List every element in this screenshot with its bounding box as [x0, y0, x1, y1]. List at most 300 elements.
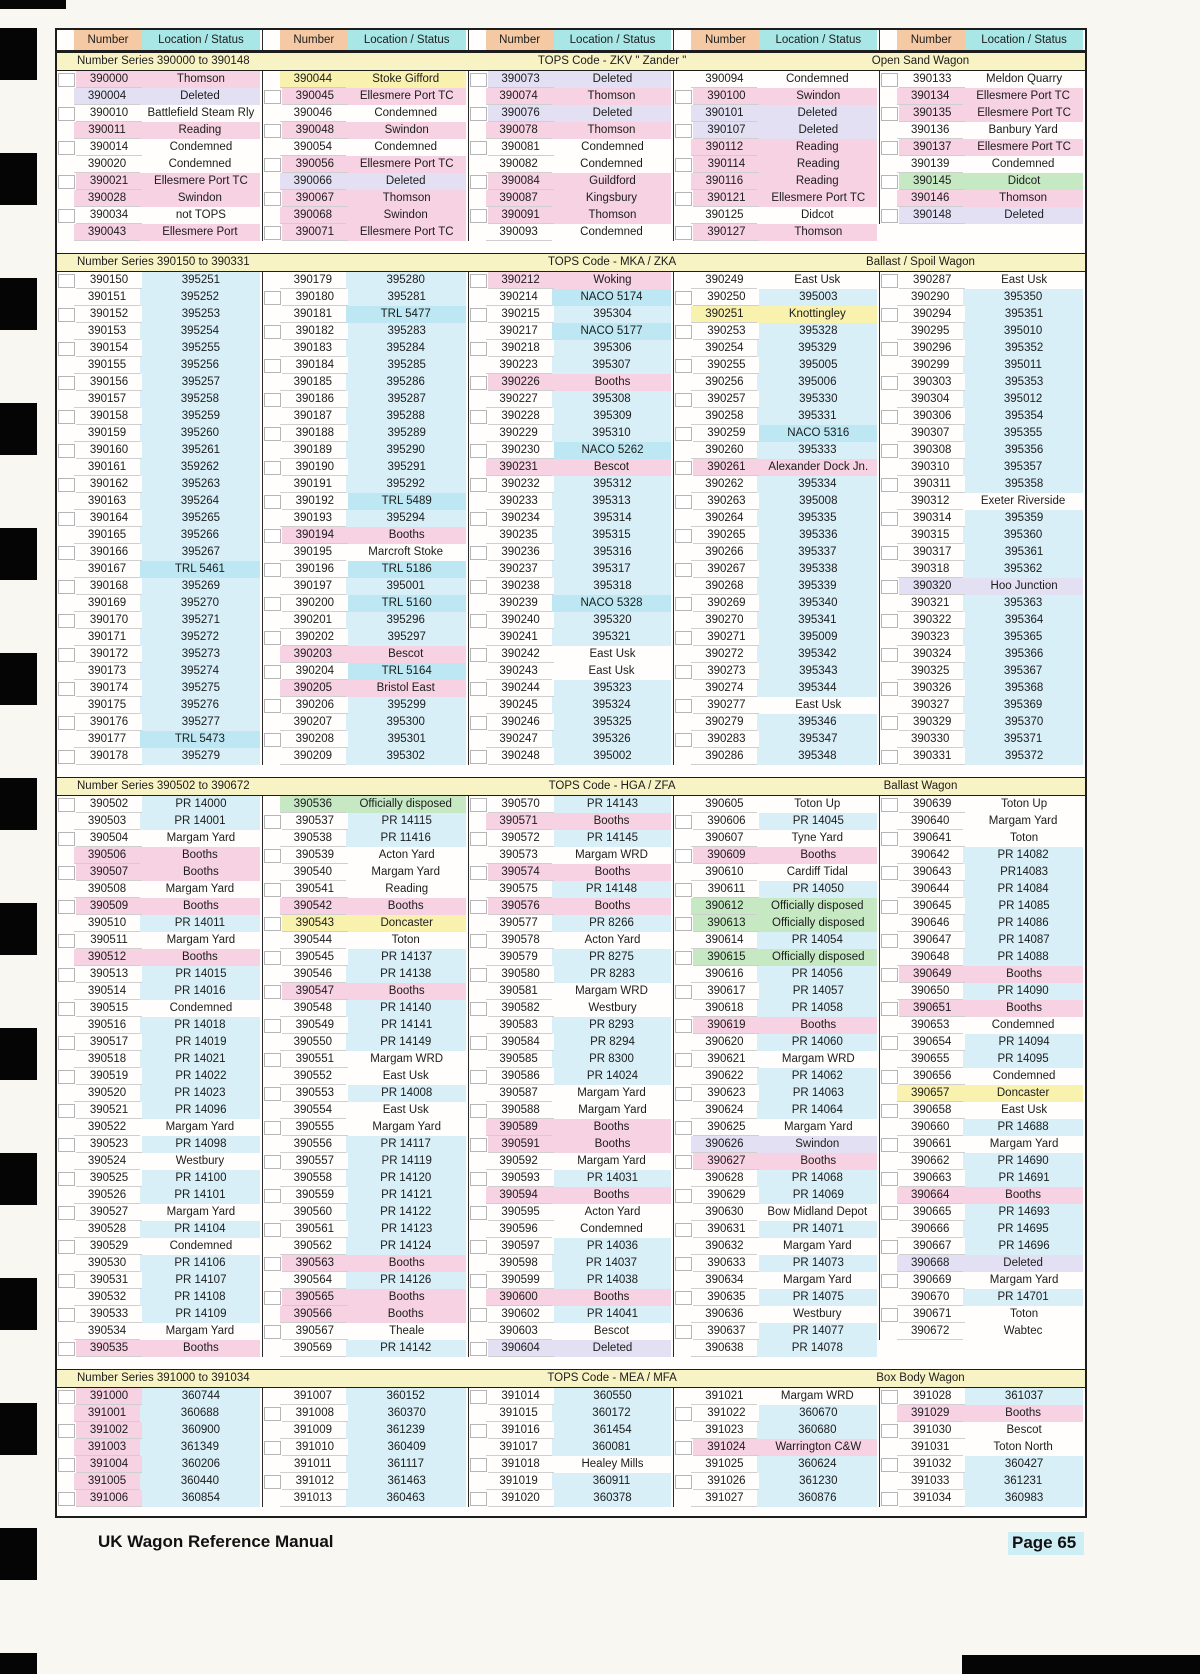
- number-series-label: Number Series 390150 to 390331: [77, 256, 250, 268]
- wagon-number-cell: 390663: [899, 1170, 965, 1187]
- table-row: [880, 1238, 1085, 1255]
- location-status-cell: PR 14701: [963, 1289, 1083, 1306]
- wagon-number-cell: 390625: [693, 1119, 759, 1136]
- checkbox-cell: [264, 513, 279, 525]
- wagon-number-cell: 390612: [691, 898, 757, 915]
- checkbox-cell: [881, 666, 896, 678]
- wagon-number-cell: 390066: [280, 173, 346, 190]
- location-status-cell: Deleted: [757, 105, 877, 122]
- checkbox-cell: [470, 648, 487, 662]
- location-status-cell: 395006: [757, 374, 877, 391]
- checkbox-cell: [675, 1241, 690, 1253]
- checkbox-cell: [881, 159, 896, 171]
- table-row: [57, 680, 262, 697]
- wagon-number-cell: 390518: [74, 1051, 140, 1068]
- wagon-number-cell: 390159: [74, 425, 140, 442]
- table-row: [674, 1221, 879, 1238]
- table-row: [57, 88, 262, 105]
- wagon-number-cell: 391006: [76, 1490, 142, 1507]
- location-status-cell: Acton Yard: [584, 934, 641, 946]
- table-row: [263, 1153, 468, 1170]
- checkbox-cell: [675, 479, 690, 491]
- location-status-cell: Exeter Riverside: [980, 495, 1066, 507]
- location-status-cell: 395009: [759, 629, 877, 646]
- table-row: [674, 408, 879, 425]
- checkbox-cell: [881, 376, 898, 390]
- wagon-number-cell: 390004: [74, 88, 140, 105]
- table-row: [469, 207, 674, 224]
- checkbox-cell: [58, 1020, 73, 1032]
- location-status-cell: 395309: [554, 408, 672, 425]
- table-row: [469, 1405, 674, 1422]
- checkbox-cell: [264, 393, 281, 407]
- location-status-cell: Condemned: [580, 226, 643, 238]
- table-row: [57, 949, 262, 966]
- checkbox-cell: [264, 631, 281, 645]
- table-row: [674, 289, 879, 306]
- wagon-number-cell: 390251: [691, 306, 757, 323]
- wagon-number-cell: 391007: [280, 1388, 346, 1405]
- location-status-cell: PR 14011: [140, 915, 260, 932]
- wagon-number-cell: 390242: [488, 646, 554, 663]
- wagon-number-cell: 390056: [282, 156, 348, 173]
- location-status-cell: Tyne Yard: [791, 832, 843, 844]
- table-row: [469, 1051, 674, 1068]
- wagon-number-cell: 390551: [282, 1051, 348, 1068]
- column-group: [57, 272, 262, 765]
- table-row: [674, 966, 879, 983]
- wagon-number-cell: 390592: [486, 1153, 552, 1170]
- table-row: [880, 1119, 1085, 1136]
- wagon-number-cell: 390179: [280, 272, 346, 289]
- table-row: [674, 680, 879, 697]
- location-status-cell: PR 14023: [140, 1085, 260, 1102]
- table-row: [469, 1490, 674, 1507]
- checkbox-cell: [675, 1325, 692, 1339]
- table-row: [57, 1017, 262, 1034]
- checkbox-cell: [675, 799, 690, 811]
- checkbox-cell: [264, 192, 281, 206]
- location-status-cell: Booths: [759, 1153, 877, 1170]
- table-row: [263, 190, 468, 207]
- wagon-number-cell: 390623: [693, 1085, 759, 1102]
- wagon-number-cell: 390577: [486, 915, 552, 932]
- table-row: [263, 357, 468, 374]
- location-status-cell: Bristol East: [346, 680, 466, 697]
- table-row: [263, 391, 468, 408]
- wagon-number-cell: 390208: [282, 731, 348, 748]
- wagon-number-cell: 390504: [76, 830, 142, 847]
- location-status-cell: 360378: [554, 1490, 672, 1507]
- wagon-number-cell: 390154: [76, 340, 142, 357]
- wagon-number-cell: 390648: [897, 949, 963, 966]
- location-status-cell: Booths: [346, 1306, 466, 1323]
- checkbox-cell: [58, 968, 75, 982]
- wagon-number-cell: 390255: [693, 357, 759, 374]
- table-row: [880, 983, 1085, 1000]
- table-row: [469, 813, 674, 830]
- checkbox-cell: [675, 867, 690, 879]
- wagon-number-cell: 390151: [74, 289, 140, 306]
- table-row: [880, 1255, 1085, 1272]
- location-status-cell: 395341: [757, 612, 877, 629]
- table-row: [263, 476, 468, 493]
- wagon-number-cell: 390595: [488, 1204, 554, 1221]
- comb-binding: [0, 28, 37, 1674]
- location-status-cell: Booths: [963, 1405, 1083, 1422]
- column-group: [673, 71, 879, 241]
- location-status-cell: Battlefield Steam Rly: [147, 107, 255, 119]
- wagon-number-cell: 390603: [486, 1323, 552, 1340]
- location-status-cell: 360876: [757, 1490, 877, 1507]
- checkbox-cell: [675, 74, 690, 86]
- location-status-cell: NACO 5316: [759, 425, 877, 442]
- table-row: [263, 272, 468, 289]
- location-status-cell: PR 14022: [142, 1068, 260, 1085]
- checkbox-cell: [881, 884, 896, 896]
- table-row: [57, 731, 262, 748]
- location-status-cell: Toton Up: [794, 798, 841, 810]
- table-row: [880, 949, 1085, 966]
- location-status-cell: Healey Mills: [581, 1458, 644, 1470]
- table-row: [469, 1323, 674, 1340]
- wagon-number-cell: 390626: [691, 1136, 757, 1153]
- location-status-cell: Reading: [759, 156, 877, 173]
- location-status-cell: TRL 5160: [348, 595, 466, 612]
- location-status-cell: Booths: [554, 1136, 672, 1153]
- table-row: [263, 306, 468, 323]
- wagon-number-cell: 390618: [691, 1000, 757, 1017]
- location-status-cell: PR 14695: [963, 1221, 1083, 1238]
- location-status-cell: Ellesmere Port: [140, 224, 260, 241]
- location-status-cell: 395329: [757, 340, 877, 357]
- wagon-number-cell: 390267: [693, 561, 759, 578]
- wagon-number-cell: 390094: [691, 71, 757, 88]
- checkbox-cell: [264, 1121, 281, 1135]
- wagon-number-cell: 390100: [693, 88, 759, 105]
- location-status-cell: 395352: [965, 340, 1083, 357]
- location-status-cell: PR 8300: [552, 1051, 672, 1068]
- wagon-type-label: Open Sand Wagon: [871, 55, 970, 67]
- location-status-cell: Booths: [142, 898, 260, 915]
- location-status-cell: Doncaster: [963, 1085, 1083, 1102]
- table-row: [263, 71, 468, 88]
- location-status-cell: 395369: [963, 697, 1083, 714]
- location-status-cell: 395308: [552, 391, 672, 408]
- checkbox-cell: [881, 274, 898, 288]
- table-row: [880, 88, 1085, 105]
- table-row: [880, 1017, 1085, 1034]
- table-row: [263, 1272, 468, 1289]
- table-row: [880, 272, 1085, 289]
- header-spacer: [880, 30, 897, 50]
- checkbox-cell: [470, 394, 485, 406]
- table-row: [880, 1153, 1085, 1170]
- table-row: [880, 646, 1085, 663]
- location-status-cell: Margam Yard: [782, 1274, 852, 1286]
- wagon-number-cell: 390125: [691, 207, 757, 224]
- table-row: [469, 898, 674, 915]
- wagon-number-cell: 390258: [691, 408, 757, 425]
- location-status-cell: 395372: [965, 748, 1083, 765]
- wagon-number-cell: 390233: [486, 493, 552, 510]
- checkbox-cell: [264, 411, 279, 423]
- table-row: [469, 881, 674, 898]
- checkbox-cell: [264, 597, 281, 611]
- checkbox-cell: [264, 1173, 279, 1185]
- location-status-cell: Reading: [757, 173, 877, 190]
- table-row: [880, 156, 1085, 173]
- table-header-row: [57, 30, 1085, 52]
- table-row: [263, 1490, 468, 1507]
- checkbox-cell: [264, 210, 279, 222]
- wagon-number-cell: 390163: [74, 493, 140, 510]
- checkbox-cell: [675, 1105, 690, 1117]
- table-row: [880, 1439, 1085, 1456]
- table-row: [263, 966, 468, 983]
- location-status-cell: PR 14050: [759, 881, 877, 898]
- wagon-number-cell: 390571: [486, 813, 552, 830]
- location-status-cell: 395012: [963, 391, 1083, 408]
- checkbox-cell: [264, 1407, 281, 1421]
- section-band: [57, 253, 1085, 272]
- table-row: [469, 408, 674, 425]
- checkbox-cell: [470, 614, 487, 628]
- table-row: [880, 105, 1085, 122]
- checkbox-cell: [58, 952, 73, 964]
- checkbox-cell: [58, 580, 75, 594]
- checkbox-cell: [58, 866, 75, 880]
- location-status-cell: 361349: [140, 1439, 260, 1456]
- location-status-cell: PR 14106: [140, 1255, 260, 1272]
- table-row: [57, 1187, 262, 1204]
- location-status-cell: PR 14104: [140, 1221, 260, 1238]
- checkbox-cell: [264, 343, 279, 355]
- location-status-cell: 360983: [965, 1490, 1083, 1507]
- checkbox-cell: [881, 1308, 898, 1322]
- checkbox-cell: [881, 1156, 896, 1168]
- table-row: [674, 1422, 879, 1439]
- location-status-cell: 395281: [348, 289, 466, 306]
- checkbox-cell: [58, 798, 75, 812]
- table-row: [469, 864, 674, 881]
- column-group: [468, 71, 674, 241]
- table-row: [469, 527, 674, 544]
- tops-code-label: TOPS Code - MKA / ZKA: [547, 256, 677, 268]
- wagon-number-cell: 390593: [488, 1170, 554, 1187]
- location-status-cell: 395265: [142, 510, 260, 527]
- location-status-cell: 395287: [348, 391, 466, 408]
- wagon-number-cell: 390260: [691, 442, 757, 459]
- table-row: [469, 340, 674, 357]
- table-row: [880, 510, 1085, 527]
- table-row: [880, 813, 1085, 830]
- table-row: [880, 190, 1085, 207]
- checkbox-cell: [470, 1240, 487, 1254]
- table-row: [57, 663, 262, 680]
- location-status-cell: NACO 5174: [552, 289, 672, 306]
- checkbox-cell: [58, 1326, 73, 1338]
- table-row: [880, 459, 1085, 476]
- wagon-number-cell: 391027: [691, 1490, 757, 1507]
- checkbox-cell: [264, 901, 279, 913]
- table-row: [469, 173, 674, 190]
- location-status-column-header: Location / Status: [142, 30, 260, 50]
- location-status-cell: 395277: [142, 714, 260, 731]
- checkbox-cell: [58, 682, 75, 696]
- table-row: [674, 374, 879, 391]
- location-status-cell: PR 14018: [140, 1017, 260, 1034]
- location-status-cell: 395356: [965, 442, 1083, 459]
- table-row: [880, 527, 1085, 544]
- wagon-number-cell: 390522: [74, 1119, 140, 1136]
- wagon-number-cell: 390631: [693, 1221, 759, 1238]
- location-status-cell: Margam Yard: [988, 815, 1058, 827]
- checkbox-cell: [675, 1309, 690, 1321]
- wagon-number-cell: 390067: [282, 190, 348, 207]
- wagon-number-cell: 390563: [282, 1255, 348, 1272]
- table-row: [57, 1221, 262, 1238]
- checkbox-cell: [58, 175, 75, 189]
- wagon-number-cell: 390635: [693, 1289, 759, 1306]
- wagon-number-cell: 390662: [897, 1153, 963, 1170]
- location-status-cell: 395358: [965, 476, 1083, 493]
- table-row: [674, 323, 879, 340]
- wagon-number-cell: 390212: [488, 272, 554, 289]
- checkbox-cell: [470, 1326, 485, 1338]
- checkbox-cell: [881, 512, 898, 526]
- location-status-cell: East Usk: [382, 1070, 429, 1082]
- table-row: [469, 1289, 674, 1306]
- table-row: [469, 1456, 674, 1473]
- wagon-number-cell: 390044: [280, 71, 346, 88]
- table-row: [674, 915, 879, 932]
- wagon-number-cell: 390074: [486, 88, 552, 105]
- table-row: [469, 983, 674, 1000]
- table-row: [674, 1456, 879, 1473]
- checkbox-cell: [881, 580, 898, 594]
- location-status-cell: Wabtec: [1003, 1325, 1043, 1337]
- header-spacer: [674, 30, 691, 50]
- wagon-number-cell: 391012: [282, 1473, 348, 1490]
- checkbox-cell: [470, 816, 485, 828]
- table-row: [880, 830, 1085, 847]
- table-row: [880, 391, 1085, 408]
- checkbox-cell: [470, 175, 487, 189]
- location-status-cell: PR 14037: [552, 1255, 672, 1272]
- checkbox-cell: [264, 1493, 279, 1505]
- wagon-number-cell: 390584: [488, 1034, 554, 1051]
- checkbox-cell: [881, 1104, 898, 1118]
- table-row: [57, 1051, 262, 1068]
- table-row: [57, 915, 262, 932]
- table-row: [880, 1000, 1085, 1017]
- table-row: [469, 1119, 674, 1136]
- location-status-cell: Guildford: [554, 173, 672, 190]
- wagon-number-cell: 390544: [280, 932, 346, 949]
- location-status-cell: 395347: [759, 731, 877, 748]
- checkbox-cell: [58, 1104, 75, 1118]
- checkbox-cell: [881, 91, 896, 103]
- wagon-number-cell: 390646: [897, 915, 963, 932]
- location-status-cell: Thomson: [552, 122, 672, 139]
- table-row: [57, 1119, 262, 1136]
- wagon-number-cell: 390034: [76, 207, 142, 224]
- table-row: [880, 796, 1085, 813]
- table-row: [880, 680, 1085, 697]
- location-status-cell: 395368: [965, 680, 1083, 697]
- table-row: [57, 1034, 262, 1051]
- column-group: [879, 71, 1085, 224]
- table-row: [263, 612, 468, 629]
- location-status-cell: 361454: [554, 1422, 672, 1439]
- wagon-number-cell: 390157: [74, 391, 140, 408]
- location-status-cell: 395337: [757, 544, 877, 561]
- checkbox-cell: [881, 986, 896, 998]
- location-status-cell: 395312: [554, 476, 672, 493]
- location-status-cell: PR 14149: [346, 1034, 466, 1051]
- location-status-cell: 360854: [142, 1490, 260, 1507]
- location-status-cell: PR 14045: [759, 813, 877, 830]
- table-row: [469, 595, 674, 612]
- table-row: [263, 864, 468, 881]
- table-row: [674, 139, 879, 156]
- checkbox-cell: [264, 1325, 281, 1339]
- location-status-cell: PR 14075: [759, 1289, 877, 1306]
- table-row: [57, 629, 262, 646]
- table-row: [57, 881, 262, 898]
- wagon-number-cell: 390507: [76, 864, 142, 881]
- wagon-number-cell: 390180: [282, 289, 348, 306]
- wagon-number-cell: 391014: [488, 1388, 554, 1405]
- location-status-cell: Acton Yard: [378, 849, 435, 861]
- location-status-cell: NACO 5177: [552, 323, 672, 340]
- location-status-cell: 395336: [759, 527, 877, 544]
- table-row: [880, 1422, 1085, 1439]
- table-row: [469, 391, 674, 408]
- checkbox-cell: [264, 849, 281, 863]
- column-group: [57, 796, 262, 1357]
- location-status-cell: 395288: [346, 408, 466, 425]
- table-row: [263, 156, 468, 173]
- wagon-number-cell: 390512: [74, 949, 140, 966]
- wagon-number-cell: 390529: [76, 1238, 142, 1255]
- checkbox-cell: [58, 666, 73, 678]
- wagon-type-label: Ballast Wagon: [883, 780, 958, 792]
- location-status-cell: Officially disposed: [346, 796, 466, 813]
- wagon-number-cell: 390283: [693, 731, 759, 748]
- wagon-number-cell: 390535: [76, 1340, 142, 1357]
- checkbox-cell: [675, 124, 692, 138]
- wagon-number-cell: 390178: [76, 748, 142, 765]
- wagon-number-cell: 390574: [488, 864, 554, 881]
- location-status-cell: PR 14122: [346, 1204, 466, 1221]
- location-status-cell: 360550: [554, 1388, 672, 1405]
- checkbox-cell: [675, 226, 692, 240]
- checkbox-cell: [264, 359, 281, 373]
- table-row: [263, 1456, 468, 1473]
- location-status-cell: Booths: [965, 966, 1083, 983]
- wagon-number-cell: 390186: [282, 391, 348, 408]
- location-status-cell: PR14083: [965, 864, 1083, 881]
- table-row: [469, 578, 674, 595]
- location-status-cell: Bescot: [1006, 1424, 1042, 1436]
- table-row: [57, 71, 262, 88]
- wagon-number-cell: 390231: [486, 459, 552, 476]
- table-row: [263, 1340, 468, 1357]
- checkbox-cell: [470, 530, 485, 542]
- checkbox-cell: [264, 529, 281, 543]
